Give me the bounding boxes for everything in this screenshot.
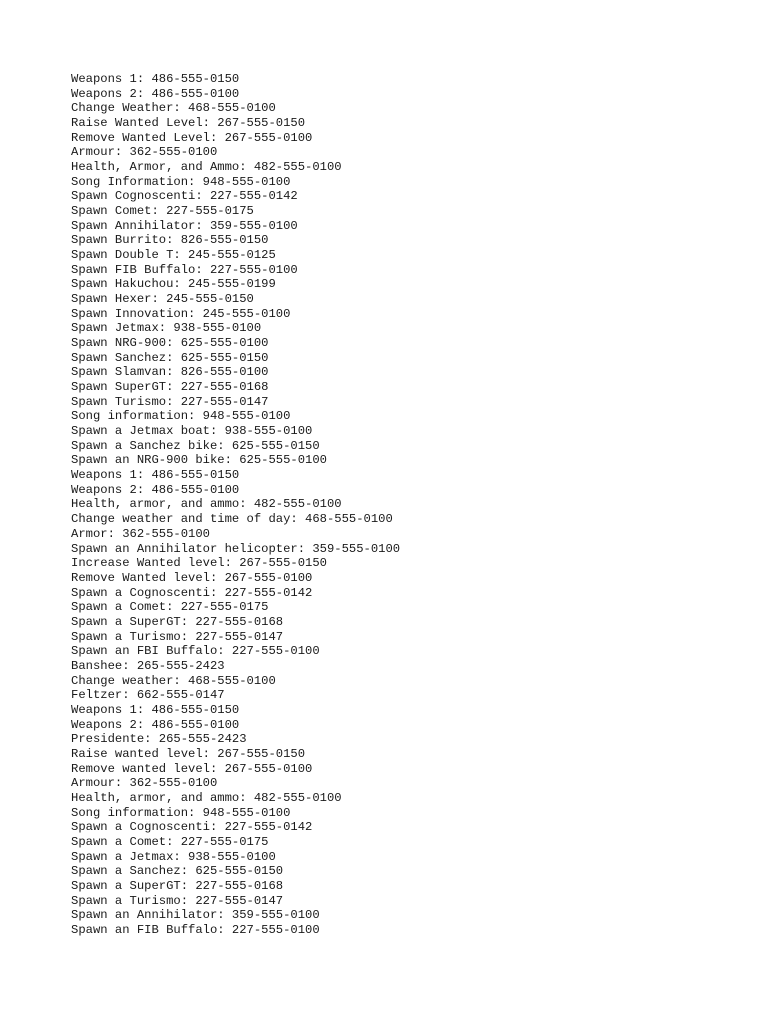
text-line: Spawn a Comet: 227-555-0175: [71, 834, 269, 849]
text-line: Armour: 362-555-0100: [71, 776, 218, 791]
text-line: Spawn FIB Buffalo: 227-555-0100: [71, 262, 298, 277]
text-line: Feltzer: 662-555-0147: [71, 688, 225, 703]
text-line: Song information: 948-555-0100: [71, 805, 291, 820]
text-line: Health, armor, and ammo: 482-555-0100: [71, 790, 342, 805]
text-line: Health, armor, and ammo: 482-555-0100: [71, 497, 342, 512]
text-line: Song Information: 948-555-0100: [71, 174, 291, 189]
text-line: Increase Wanted level: 267-555-0150: [71, 556, 327, 571]
text-line: Spawn a Cognoscenti: 227-555-0142: [71, 585, 313, 600]
text-line: Spawn Innovation: 245-555-0100: [71, 306, 291, 321]
text-line: Presidente: 265-555-2423: [71, 732, 247, 747]
text-line: Spawn Comet: 227-555-0175: [71, 204, 254, 219]
text-line: Spawn a Turismo: 227-555-0147: [71, 893, 284, 908]
text-line: Weapons 2: 486-555-0100: [71, 482, 240, 497]
text-line: Spawn Burrito: 826-555-0150: [71, 233, 269, 248]
text-line: Spawn a SuperGT: 227-555-0168: [71, 614, 284, 629]
text-line: Spawn a Jetmax boat: 938-555-0100: [71, 424, 313, 439]
text-line: Raise Wanted Level: 267-555-0150: [71, 116, 306, 131]
text-line: Spawn Turismo: 227-555-0147: [71, 394, 269, 409]
text-line: Remove Wanted level: 267-555-0100: [71, 570, 313, 585]
text-line: Spawn a Comet: 227-555-0175: [71, 600, 269, 615]
text-line: Spawn Slamvan: 826-555-0100: [71, 365, 269, 380]
text-line: Change weather: 468-555-0100: [71, 673, 276, 688]
text-line: Spawn Annihilator: 359-555-0100: [71, 218, 298, 233]
text-line: Spawn a Cognoscenti: 227-555-0142: [71, 820, 313, 835]
text-line: Banshee: 265-555-2423: [71, 658, 225, 673]
text-line: Spawn an FBI Buffalo: 227-555-0100: [71, 644, 320, 659]
text-line: Spawn Jetmax: 938-555-0100: [71, 321, 262, 336]
text-line: Spawn Hexer: 245-555-0150: [71, 292, 254, 307]
text-line: Spawn Hakuchou: 245-555-0199: [71, 277, 276, 292]
text-line: Spawn a SuperGT: 227-555-0168: [71, 878, 284, 893]
text-line: Weapons 1: 486-555-0150: [71, 72, 240, 86]
text-line: Remove wanted level: 267-555-0100: [71, 761, 313, 776]
text-line: Change Weather: 468-555-0100: [71, 101, 276, 116]
text-line: Raise wanted level: 267-555-0150: [71, 746, 306, 761]
text-line: Spawn an Annihilator helicopter: 359-555-0100: [71, 541, 401, 556]
text-line: Spawn an Annihilator: 359-555-0100: [71, 908, 320, 923]
text-line: Weapons 2: 486-555-0100: [71, 717, 240, 732]
text-line: Spawn a Sanchez bike: 625-555-0150: [71, 438, 320, 453]
text-line: Change weather and time of day: 468-555-0100: [71, 512, 393, 527]
text-line: Weapons 1: 486-555-0150: [71, 468, 240, 483]
text-line: Weapons 2: 486-555-0100: [71, 86, 240, 101]
text-line: Health, Armor, and Ammo: 482-555-0100: [71, 160, 342, 175]
text-line: Spawn Sanchez: 625-555-0150: [71, 350, 269, 365]
text-line: Weapons 1: 486-555-0150: [71, 702, 240, 717]
text-line: Spawn SuperGT: 227-555-0168: [71, 380, 269, 395]
text-line: Spawn Cognoscenti: 227-555-0142: [71, 189, 298, 204]
text-line: Spawn Double T: 245-555-0125: [71, 248, 276, 263]
text-line: Remove Wanted Level: 267-555-0100: [71, 130, 313, 145]
text-line: Spawn a Turismo: 227-555-0147: [71, 629, 284, 644]
text-line: Spawn a Jetmax: 938-555-0100: [71, 849, 276, 864]
text-line: Spawn an FIB Buffalo: 227-555-0100: [71, 922, 320, 937]
text-line: Armor: 362-555-0100: [71, 526, 210, 541]
text-line: Spawn NRG-900: 625-555-0100: [71, 336, 269, 351]
text-line: Armour: 362-555-0100: [71, 145, 218, 160]
text-line: Spawn an NRG-900 bike: 625-555-0100: [71, 453, 327, 468]
cheat-code-list: [71, 72, 400, 938]
text-line: Spawn a Sanchez: 625-555-0150: [71, 864, 284, 879]
text-line: Song information: 948-555-0100: [71, 409, 291, 424]
